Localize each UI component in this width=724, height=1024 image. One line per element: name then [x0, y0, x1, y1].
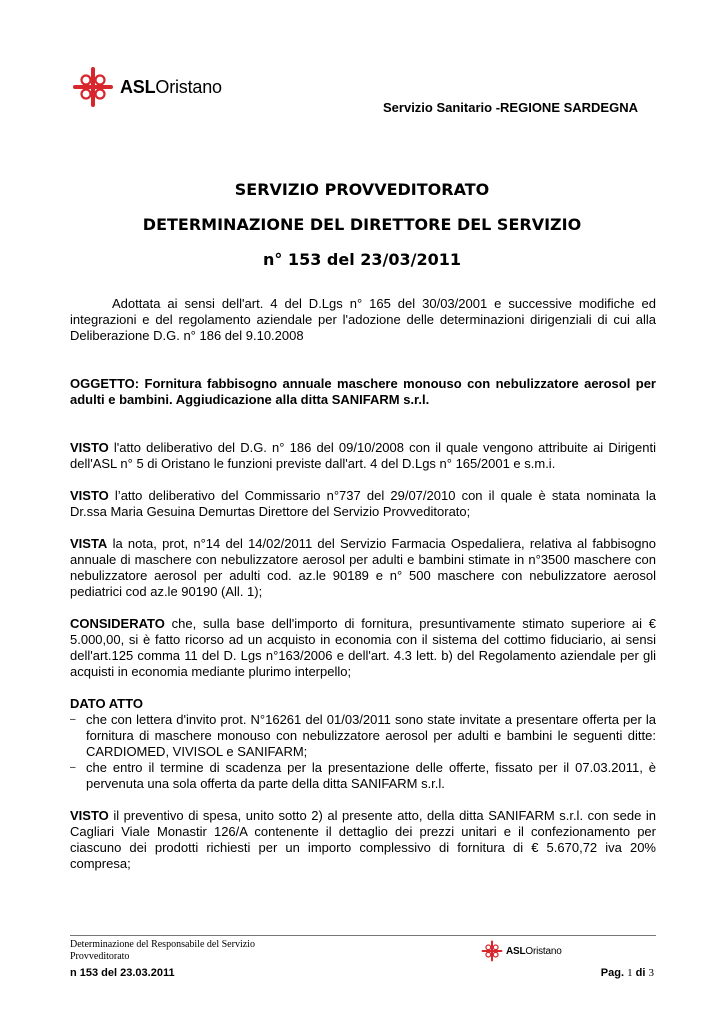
subject-paragraph: OGGETTO: Fornitura fabbisogno annuale maschere monouso con nebulizzatore aerosol per adulti e bambini. Aggiudicazione alla ditta SANIFARM s.r.l.	[70, 376, 656, 407]
vista-paragraph: VISTA la nota, prot, n°14 del 14/02/2011 del Servizio Farmacia Ospedaliera, relativa al fabbisogno annuale di maschere con nebulizzatore aerosol per adulti e bambini stimate in n°3500 maschere con nebulizzatore aerosol per adulti cod. az.le 90189 e n° 500 maschere con nebulizzatore aerosol pediatrici cod az.le 90190 (All. 1);	[70, 536, 656, 599]
asl-cross-logo-icon	[481, 940, 503, 962]
asl-cross-logo-icon	[72, 66, 114, 108]
dash-bullet-icon: –	[70, 762, 76, 773]
document-titles	[0, 180, 724, 285]
dato-atto-heading: DATO ATTO	[70, 696, 143, 711]
list-item: – che con lettera d'invito prot. N°16261 del 01/03/2011 sono state invitate a presentare offerta per la fornitura di maschere monouso con nebulizzatore aerosol per adulti e bambini le seguenti ditte: CARDIOMED, VIVISOL e SANIFARM;	[70, 712, 656, 759]
footer-divider	[70, 935, 656, 936]
page-indicator: Pag. 1 di 3	[600, 967, 654, 979]
footer-determination-number: n 153 del 23.03.2011	[70, 967, 175, 979]
considerato-paragraph: CONSIDERATO che, sulla base dell'importo di fornitura, presuntivamente stimato superiore ai € 5.000,00, si è fatto ricorso ad un acquisto in economia con il sistema del cottimo fiduciario, ai sensi dell'art.125 comma 11 del D. Lgs n°163/2006 e dell'art. 4.3 lett. b) del Regolamento aziendale per gli acquisti in economia mediante plurimo interpello;	[70, 616, 656, 679]
document-body	[70, 296, 656, 872]
footer-description: Determinazione del Responsabile del Servizio Provveditorato	[70, 939, 255, 962]
visto-paragraph-3: VISTO il preventivo di spesa, unito sotto 2) al presente atto, della ditta SANIFARM s.r.l. con sede in Cagliari Viale Monastir 126/A contenente il dettaglio dei prezzi unitari e il confezionamento per ciascuno dei prodotti richiesti per un importo complessivo di fornitura di € 5.670,72 iva 20% compresa;	[70, 808, 656, 871]
region-heading: Servizio Sanitario -REGIONE SARDEGNA	[383, 100, 638, 115]
title-service: SERVIZIO PROVVEDITORATO	[234, 180, 490, 199]
footer-logo	[481, 940, 562, 962]
title-determination: DETERMINAZIONE DEL DIRETTORE DEL SERVIZIO	[142, 215, 582, 234]
visto-paragraph-2: VISTO l’atto deliberativo del Commissario n°737 del 29/07/2010 con il quale è stata nominata la Dr.ssa Maria Gesuina Demurtas Direttore del Servizio Provveditorato;	[70, 488, 656, 519]
dash-bullet-icon: –	[70, 714, 76, 725]
asl-logo	[72, 66, 222, 108]
visto-paragraph-1: VISTO l'atto deliberativo del D.G. n° 186 del 09/10/2008 con il quale vengono attribuite ai Dirigenti dell'ASL n° 5 di Oristano le funzioni previste dall'art. 4 del D.Lgs n° 165/2001 e s.m.i.	[70, 440, 656, 471]
logo-text: ASLOristano	[120, 76, 222, 97]
adoption-paragraph: Adottata ai sensi dell'art. 4 del D.Lgs n° 165 del 30/03/2001 e successive modifiche ed integrazioni e del regolamento aziendale per l'adozione delle determinazioni dirigenziali di cui alla Deliberazione D.G. n° 186 del 9.10.2008	[70, 296, 656, 343]
list-item: – che entro il termine di scadenza per la presentazione delle offerte, fissato per il 07.03.2011, è pervenuta una sola offerta da parte della ditta SANIFARM s.r.l.	[70, 760, 656, 791]
dato-atto-list	[70, 712, 656, 792]
title-number: n° 153 del 23/03/2011	[262, 250, 462, 269]
logo-text: ASLOristano	[506, 945, 562, 957]
